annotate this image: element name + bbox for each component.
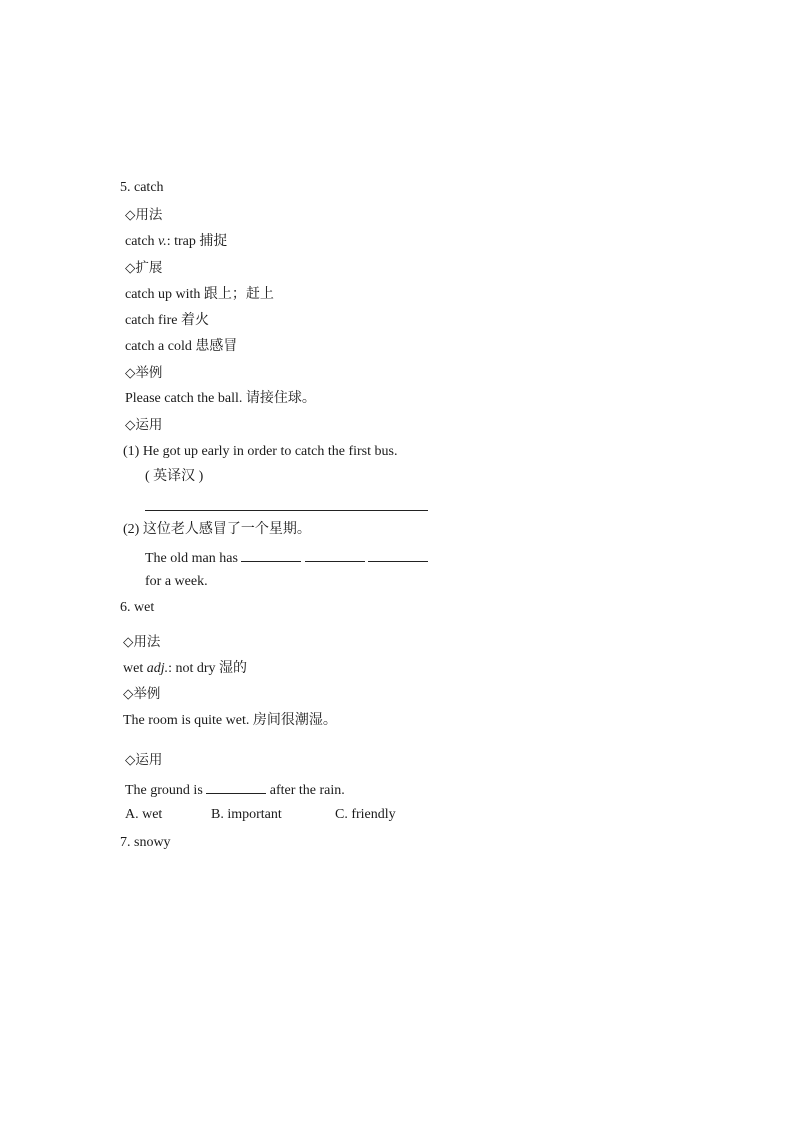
question-text-after: after the rain. [269,783,345,798]
apply-label: ◇运用 [125,752,163,768]
question-1: (1) He got up early in order to catch the first bus. [123,444,398,459]
answer-blank[interactable] [241,547,301,562]
question-1-note: ( 英译汉 ) [145,469,204,484]
section-heading-wet: 6. wet [120,600,155,615]
extension-item: catch a cold 患感冒 [125,339,238,354]
usage-label: ◇用法 [125,207,163,223]
section-heading-catch: 5. catch [120,180,164,195]
usage-word: wet [123,661,147,676]
question-text-before: The ground is [125,783,203,798]
section-heading-snowy: 7. snowy [120,835,171,850]
usage-label: ◇用法 [123,634,161,650]
part-of-speech: v. [158,234,167,249]
example-sentence: Please catch the ball. 请接住球。 [125,391,316,406]
answer-line[interactable] [145,510,428,511]
question-2: (2) 这位老人感冒了一个星期。 [123,522,311,537]
usage-definition [125,233,227,251]
part-of-speech: adj. [146,661,169,676]
option-b[interactable]: B. important [211,807,282,822]
example-label: ◇举例 [125,365,163,381]
definition-text: : not dry 湿的 [168,661,248,676]
example-label: ◇举例 [123,686,161,702]
usage-word: catch [125,234,159,249]
extension-item: catch up with 跟上；赶上 [125,287,274,302]
answer-blank[interactable] [368,547,428,562]
extension-label: ◇扩展 [125,260,163,276]
question-2-fill [145,547,428,568]
apply-label: ◇运用 [125,417,163,433]
question-2-continuation: for a week. [145,574,208,589]
option-a[interactable]: A. wet [125,807,163,822]
usage-definition [123,660,247,678]
example-sentence: The room is quite wet. 房间很潮湿。 [123,713,337,728]
answer-blank[interactable] [305,547,365,562]
question-2-text: The old man has [145,551,238,566]
fill-in-question [125,779,345,800]
extension-item: catch fire 着火 [125,313,209,328]
answer-blank[interactable] [206,779,266,794]
definition-text: : trap 捕捉 [166,234,228,249]
option-c[interactable]: C. friendly [335,807,396,822]
